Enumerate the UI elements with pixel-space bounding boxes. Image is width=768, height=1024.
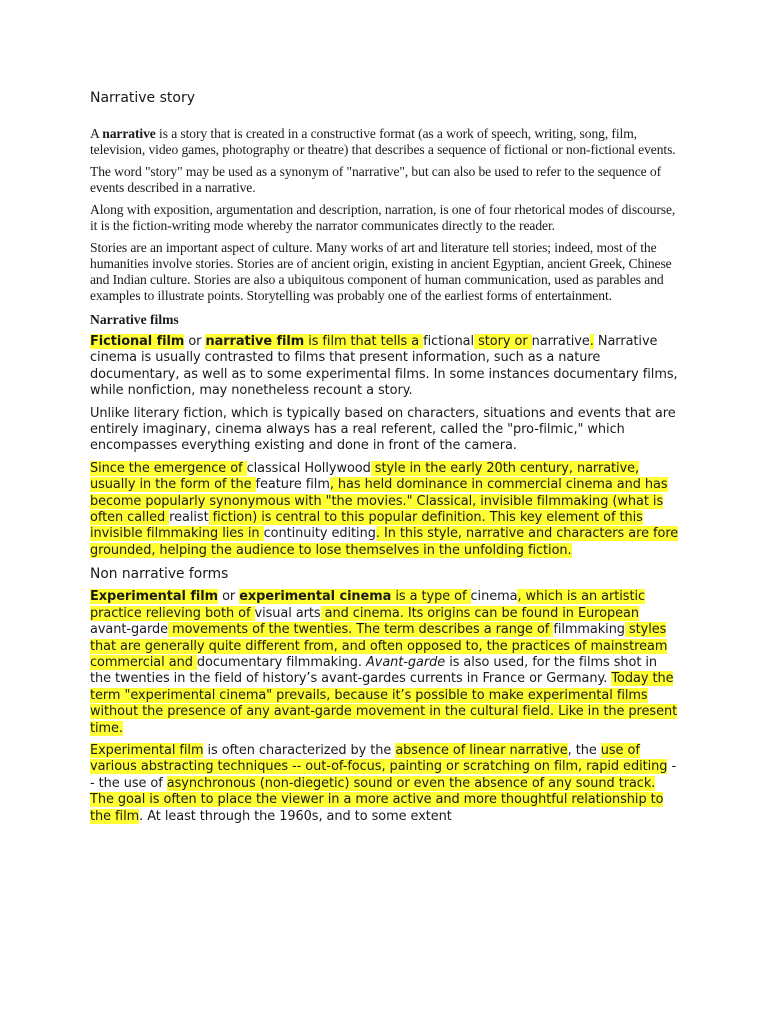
heading-non-narrative-forms: Non narrative forms (90, 566, 229, 583)
paragraph-story-synonym: The word "story" may be used as a synonym of "narrative", but can also be used to refer to the sequence of events described in a narrative. (90, 164, 662, 195)
paragraph-literary-fiction: Unlike literary fiction, which is typically based on characters, situations and events that are entirely imaginary, cinema always has a real referent, called the "pro-filmic," which encompasses everything existing and done in front of the camera. (90, 405, 676, 454)
heading-narrative-films: Narrative films (90, 312, 179, 327)
paragraph-classical-hollywood: Since the emergence of classical Hollywood style in the early 20th century, narrative, usually in the form of the feature film, has held dominance in commercial cinema and has become popularly synonymous with "the movies." Classical, invisible filmmaking (what is often called realist fiction) is central to this popular definition. This key element of this invisible filmmaking lies in continuity editing. In this style, narrative and characters are fore grounded, helping the audience to lose themselves in the unfolding fiction. (90, 460, 679, 558)
paragraph-narrative-definition: A narrative is a story that is created in a constructive format (as a work of speech, writing, song, film, television, video games, photography or theatre) that describes a sequence of fictional or non-fictional events. (90, 126, 676, 157)
paragraph-stories-culture: Stories are an important aspect of culture. Many works of art and literature tell stories; indeed, most of the humanities involve stories. Stories are of ancient origin, existing in ancient Egyptian, ancient Greek, Chinese and Indian culture. Stories are also a ubiquitous component of human communication, used as parables and examples to illustrate points. Storytelling was probably one of the earliest forms of entertainment. (90, 240, 672, 303)
paragraph-experimental-characteristics: Experimental film is often characterized by the absence of linear narrative, the use of various abstracting techniques -- out-of-focus, painting or scratching on film, rapid editing -- the use of asynchronous (non-diegetic) sound or even the absence of any sound track. The goal is often to place the viewer in a more active and more thoughtful relationship to the film. At least through the 1960s, and to some extent (90, 742, 677, 824)
paragraph-experimental-film: Experimental film or experimental cinema is a type of cinema, which is an artistic practice relieving both of visual arts and cinema. Its origins can be found in European avant-garde movements of the twenties. The term describes a range of filmmaking styles that are generally quite different from, and often opposed to, the practices of mainstream commercial and documentary filmmaking. Avant-garde is also used, for the films shot in the twenties in the field of history’s avant-gardes currents in France or Germany. Today the term "experimental cinema" prevails, because it’s possible to make experimental films without the presence of any avant-garde movement in the cultural field. Like in the present time. (90, 589, 678, 736)
page-title: Narrative story (90, 90, 196, 106)
document-body (90, 88, 680, 831)
term-narrative: narrative (102, 126, 156, 141)
paragraph-rhetorical-modes: Along with exposition, argumentation and description, narration, is one of four rhetorical modes of discourse, it is the fiction-writing mode whereby the narrator communicates directly to the reader. (90, 202, 676, 233)
paragraph-fictional-film: Fictional film or narrative film is film that tells a fictional story or narrative. Narrative cinema is usually contrasted to films that present information, such as a nature documentary, as well as to some experimental films. In some instances documentary films, while nonfiction, may nonetheless recount a story. (90, 334, 678, 399)
